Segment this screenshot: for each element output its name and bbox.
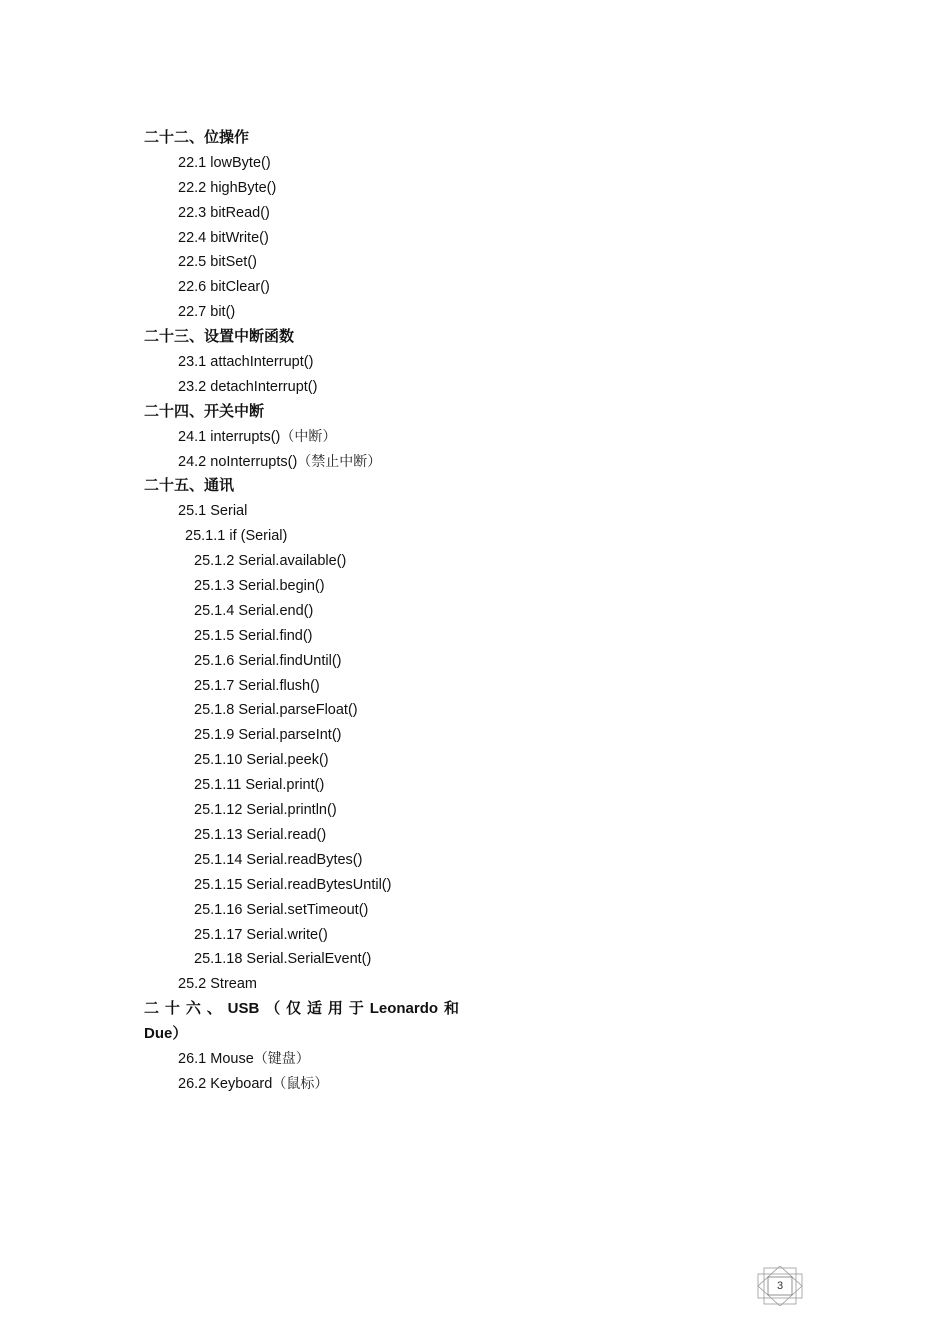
heading-part: （	[265, 1000, 281, 1018]
heading-part: 仅	[286, 1000, 302, 1018]
toc-item[interactable]: 25.1.9 Serial.parseInt()	[194, 727, 342, 744]
toc-item-note: （鼠标）	[272, 1075, 329, 1092]
toc-item-note: （键盘）	[253, 1050, 310, 1067]
toc-item[interactable]: 25.1.18 Serial.SerialEvent()	[194, 951, 372, 968]
page-number-badge	[756, 1266, 804, 1306]
toc-item[interactable]	[144, 1047, 464, 1072]
toc-item-code: 24.2 noInterrupts()	[178, 453, 298, 470]
toc-item[interactable]: 25.1.13 Serial.read()	[194, 826, 327, 843]
toc-item[interactable]: 25.1.10 Serial.peek()	[194, 752, 329, 769]
toc-item[interactable]: 25.1.12 Serial.println()	[194, 802, 337, 819]
toc-item[interactable]: 25.1.7 Serial.flush()	[194, 677, 320, 694]
toc-item[interactable]: 25.1.14 Serial.readBytes()	[194, 851, 363, 868]
toc-heading-25[interactable]: 二十五、通讯	[144, 477, 235, 495]
toc-item[interactable]: 25.1.17 Serial.write()	[194, 926, 328, 943]
heading-part: 二	[144, 1000, 160, 1018]
toc-item[interactable]: 25.1.4 Serial.end()	[194, 602, 314, 619]
toc-item[interactable]	[144, 450, 464, 475]
toc-heading-23[interactable]: 二十三、设置中断函数	[144, 328, 295, 346]
heading-part: 、	[206, 1000, 222, 1018]
toc-item[interactable]	[144, 425, 464, 450]
toc-item[interactable]: 23.2 detachInterrupt()	[178, 378, 318, 395]
toc-item[interactable]: 25.1 Serial	[178, 503, 248, 520]
toc-item[interactable]: 23.1 attachInterrupt()	[178, 354, 314, 371]
heading-part: 适	[307, 1000, 323, 1018]
toc-item[interactable]: 22.3 bitRead()	[178, 204, 270, 221]
toc-item[interactable]: 22.7 bit()	[178, 304, 236, 321]
toc-item[interactable]: 25.1.5 Serial.find()	[194, 627, 313, 644]
toc-item[interactable]: 25.1.2 Serial.available()	[194, 553, 347, 570]
table-of-contents	[144, 126, 464, 1097]
toc-item[interactable]: 25.1.16 Serial.setTimeout()	[194, 901, 369, 918]
toc-item-note: （中断）	[280, 428, 337, 445]
toc-heading-26[interactable]	[144, 997, 459, 1047]
toc-item[interactable]: 25.1.15 Serial.readBytesUntil()	[194, 876, 392, 893]
heading-part: 于	[348, 1000, 364, 1018]
toc-item[interactable]: 25.1.11 Serial.print()	[194, 777, 325, 794]
toc-item-note: （禁止中断）	[297, 453, 382, 470]
heading-part: 用	[327, 1000, 343, 1018]
toc-heading-22[interactable]: 二十二、位操作	[144, 129, 250, 146]
heading-part: 六	[185, 1000, 201, 1018]
toc-item-code: 26.1 Mouse	[178, 1050, 254, 1067]
toc-item[interactable]: 22.1 lowByte()	[178, 154, 271, 171]
toc-item[interactable]: 25.1.8 Serial.parseFloat()	[194, 702, 358, 719]
heading-part: Leonardo	[369, 1000, 439, 1018]
toc-item[interactable]: 22.6 bitClear()	[178, 279, 270, 296]
toc-item[interactable]: 22.5 bitSet()	[178, 254, 257, 271]
heading-part: 和	[443, 1000, 459, 1018]
toc-item[interactable]: 25.1.6 Serial.findUntil()	[194, 652, 342, 669]
heading-part: 十	[164, 1000, 180, 1018]
page-number: 3	[776, 1280, 784, 1292]
toc-item-code: 24.1 interrupts()	[178, 428, 281, 445]
toc-item[interactable]: 25.1.1 if (Serial)	[185, 528, 288, 545]
toc-heading-24[interactable]: 二十四、开关中断	[144, 402, 265, 420]
toc-item[interactable]: 25.1.3 Serial.begin()	[194, 578, 325, 595]
toc-item-code: 26.2 Keyboard	[178, 1075, 273, 1092]
heading-part: USB	[227, 1000, 260, 1018]
toc-item[interactable]: 25.2 Stream	[178, 976, 257, 993]
toc-item[interactable]: 22.4 bitWrite()	[178, 229, 269, 246]
toc-item[interactable]	[144, 1072, 464, 1097]
toc-item[interactable]: 22.2 highByte()	[178, 179, 277, 196]
heading-tail: Due）	[144, 1025, 188, 1043]
